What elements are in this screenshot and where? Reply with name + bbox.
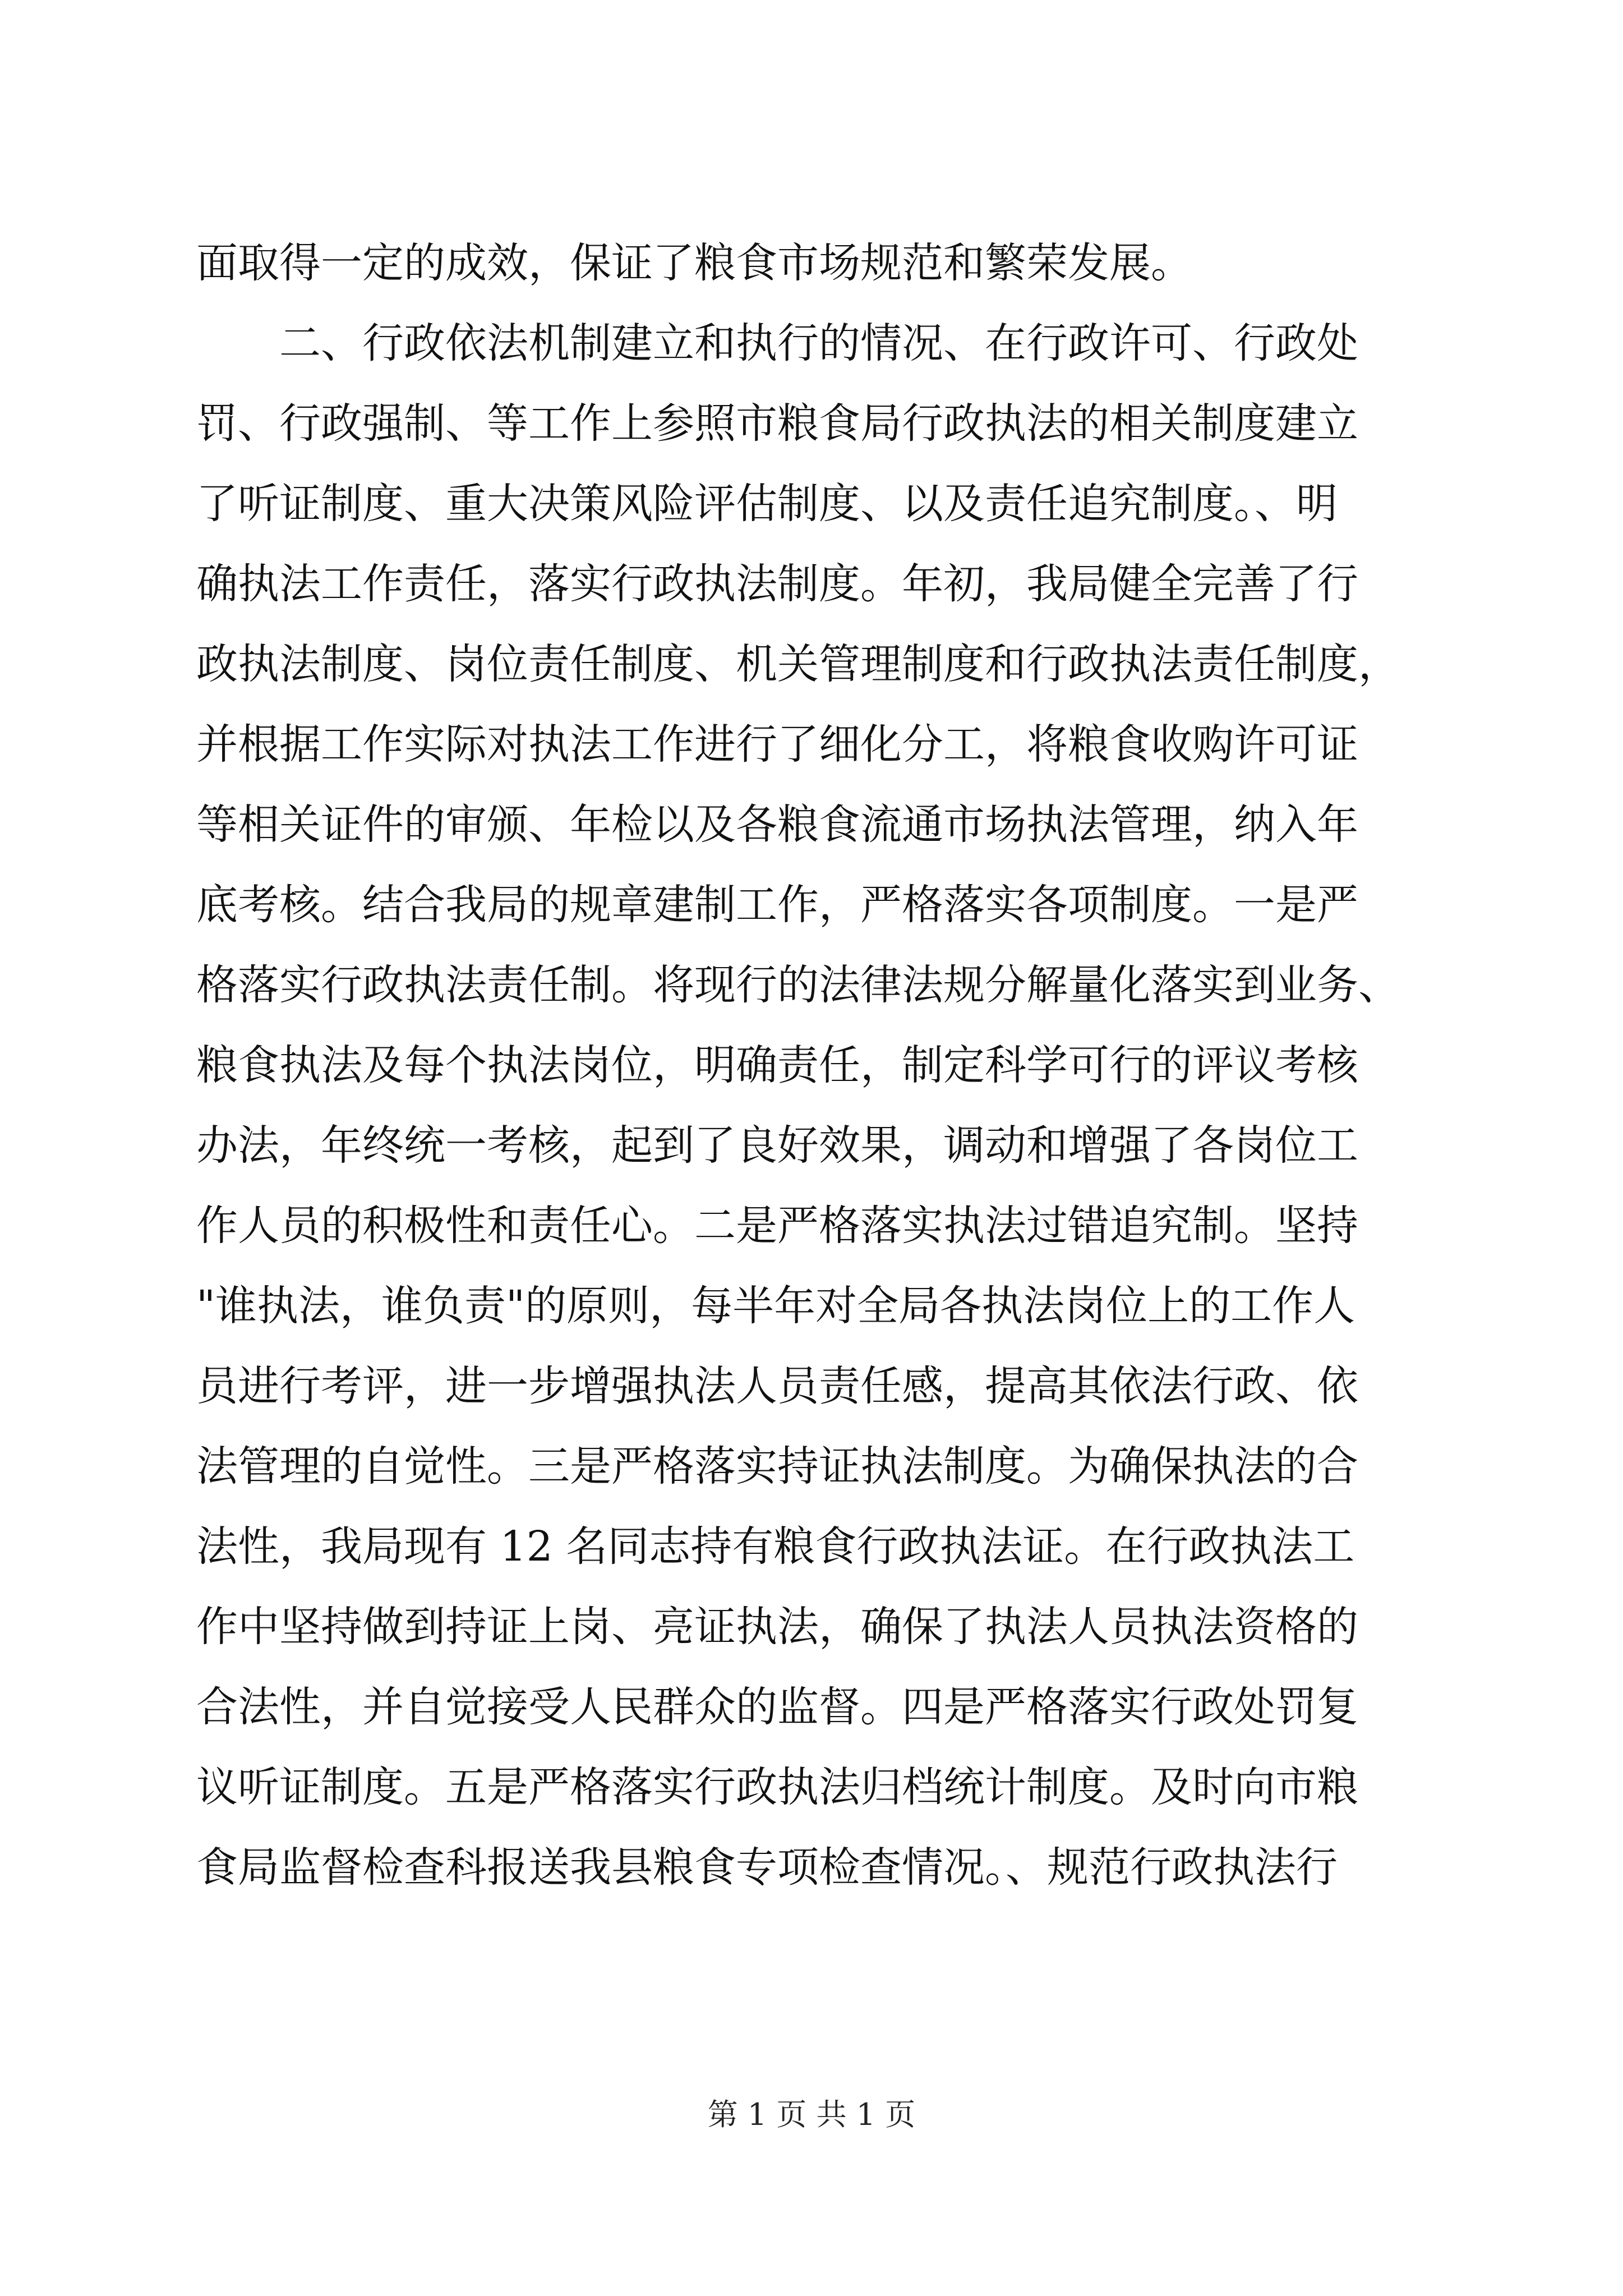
text-line: 等相关证件的审颁、年检以及各粮食流通市场执法管理，纳入年 [196,800,1358,849]
text-line: 法性，我局现有 12 名同志持有粮食行政执法证。在行政执法工 [196,1522,1355,1571]
text-line: 作人员的积极性和责任心。二是严格落实执法过错追究制。坚持 [196,1202,1358,1250]
text-line: 底考核。结合我局的规章建制工作，严格落实各项制度。一是严 [196,881,1358,929]
text-line: 法管理的自觉性。三是严格落实持证执法制度。为确保执法的合 [196,1442,1358,1490]
text-line: 作中坚持做到持证上岗、亮证执法，确保了执法人员执法资格的 [196,1603,1358,1651]
text-line: 罚、行政强制、等工作上参照市粮食局行政执法的相关制度建立 [196,399,1358,448]
text-line: 食局监督检查科报送我县粮食专项检查情况。、规范行政执法行 [196,1843,1338,1892]
text-line: 面取得一定的成效，保证了粮食市场规范和繁荣发展。 [196,239,1192,287]
text-line: 二、行政依法机制建立和执行的情况、在行政许可、行政处 [196,319,1358,367]
text-line: 格落实行政执法责任制。将现行的法律法规分解量化落实到业务、 [196,961,1400,1009]
text-line: 办法，年终统一考核，起到了良好效果，调动和增强了各岗位工 [196,1121,1358,1170]
text-line: 确执法工作责任，落实行政执法制度。年初，我局健全完善了行 [196,560,1358,608]
text-line: "谁执法，谁负责"的原则，每半年对全局各执法岗位上的工作人 [196,1282,1355,1330]
text-line: 员进行考评，进一步增强执法人员责任感，提高其依法行政、依 [196,1362,1358,1410]
document-body [196,223,1441,1908]
text-line: 政执法制度、岗位责任制度、机关管理制度和行政执法责任制度， [196,640,1400,688]
text-line: 议听证制度。五是严格落实行政执法归档统计制度。及时向市粮 [196,1763,1358,1811]
text-line: 粮食执法及每个执法岗位，明确责任，制定科学可行的评议考核 [196,1041,1358,1089]
text-line: 合法性，并自觉接受人民群众的监督。四是严格落实行政处罚复 [196,1683,1358,1731]
text-line: 了听证制度、重大决策风险评估制度、以及责任追究制度。、明 [196,480,1338,528]
page-number-footer: 第 1 页 共 1 页 [707,2097,916,2132]
text-line: 并根据工作实际对执法工作进行了细化分工，将粮食收购许可证 [196,720,1358,769]
